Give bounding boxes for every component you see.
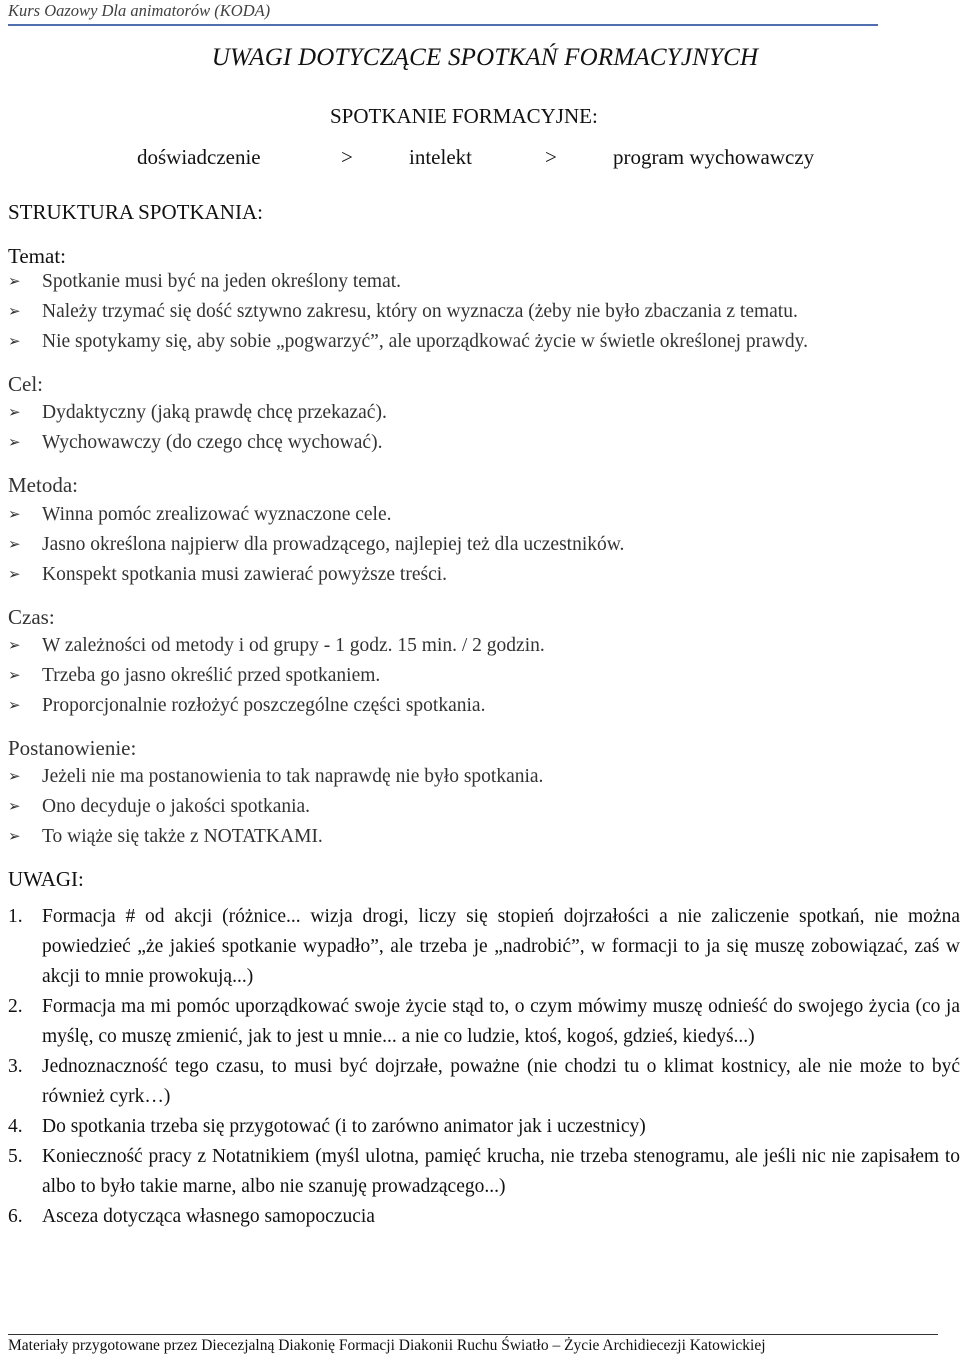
bullet-item: ➢ Spotkanie musi być na jeden określony temat. xyxy=(8,271,402,292)
page-title: UWAGI DOTYCZĄCE SPOTKAŃ FORMACYJNYCH xyxy=(211,44,759,71)
bullet-arrow-icon: ➢ xyxy=(8,535,21,553)
bullet-item: ➢ Dydaktyczny (jaką prawdę chcę przekazać). xyxy=(8,402,387,423)
bullet-arrow-icon: ➢ xyxy=(8,666,21,684)
bullet-arrow-icon: ➢ xyxy=(8,302,21,320)
bullet-item: ➢ Jasno określona najpierw dla prowadzącego, najlepiej też dla uczestników. xyxy=(8,534,625,555)
section-heading-uwagi: UWAGI: xyxy=(8,867,84,891)
bullet-arrow-icon: ➢ xyxy=(8,505,21,523)
flow-arrow-1: > xyxy=(341,145,353,169)
bullet-item: ➢ Konspekt spotkania musi zawierać powyższe treści. xyxy=(8,564,448,585)
item-text: Do spotkania trzeba się przygotować (i to zarówno animator jak i uczestnicy) xyxy=(42,1116,646,1137)
bullet-item: ➢ Proporcjonalnie rozłożyć poszczególne części spotkania. xyxy=(8,695,486,716)
item-number: 3. xyxy=(8,1056,23,1077)
flow-step-intellect: intelekt xyxy=(409,145,472,169)
page-footer: Materiały przygotowane przez Diecezjalną Diakonię Formacji Diakonii Ruchu Światło – Życie Archidiecezji Katowickiej xyxy=(8,1334,938,1355)
item-number: 4. xyxy=(8,1116,23,1137)
item-number: 5. xyxy=(8,1146,23,1167)
bullet-arrow-icon: ➢ xyxy=(8,433,21,451)
section-heading-cel: Cel: xyxy=(8,372,43,396)
list-item xyxy=(8,902,960,992)
list-item xyxy=(8,992,960,1052)
section-heading-czas: Czas: xyxy=(8,605,55,629)
bullet-arrow-icon: ➢ xyxy=(8,696,21,714)
bullet-item: ➢ W zależności od metody i od grupy - 1 godz. 15 min. / 2 godzin. xyxy=(8,635,545,656)
list-item xyxy=(8,1142,960,1202)
bullet-item: ➢ To wiąże się także z NOTATKAMI. xyxy=(8,826,323,847)
formation-flow xyxy=(0,145,960,175)
item-number: 2. xyxy=(8,996,23,1017)
bullet-item: ➢ Trzeba go jasno określić przed spotkaniem. xyxy=(8,665,381,686)
bullet-item: ➢ Wychowawczy (do czego chcę wychować). xyxy=(8,432,383,453)
running-header: Kurs Oazowy Dla animatorów (KODA) xyxy=(8,0,878,26)
bullet-arrow-icon: ➢ xyxy=(8,767,21,785)
flow-step-program: program wychowawczy xyxy=(613,145,815,169)
bullet-arrow-icon: ➢ xyxy=(8,332,21,350)
item-number: 1. xyxy=(8,906,23,927)
item-text: Jednoznaczność tego czasu, to musi być dojrzałe, poważne (nie chodzi tu o klimat kostnicy, ale nie może to być również cyrk…) xyxy=(42,1056,960,1107)
item-text: Asceza dotycząca własnego samopoczucia xyxy=(42,1206,375,1227)
bullet-item: ➢ Jeżeli nie ma postanowienia to tak naprawdę nie było spotkania. xyxy=(8,766,544,787)
subtitle: SPOTKANIE FORMACYJNE: xyxy=(330,104,598,128)
list-item xyxy=(8,1112,960,1142)
bullet-arrow-icon: ➢ xyxy=(8,272,21,290)
bullet-arrow-icon: ➢ xyxy=(8,827,21,845)
item-text: Konieczność pracy z Notatnikiem (myśl ulotna, pamięć krucha, nie trzeba stenogramu, ale jeśli nic nie zapisałem to albo to było takie marne, albo nie szanuję prowadzącego...) xyxy=(42,1146,960,1197)
structure-heading: STRUKTURA SPOTKANIA: xyxy=(8,200,263,224)
section-heading-postanowienie: Postanowienie: xyxy=(8,736,137,760)
section-heading-temat: Temat: xyxy=(8,244,67,268)
bullet-item: ➢ Winna pomóc zrealizować wyznaczone cele. xyxy=(8,504,392,525)
list-item xyxy=(8,1202,960,1232)
bullet-arrow-icon: ➢ xyxy=(8,403,21,421)
bullet-arrow-icon: ➢ xyxy=(8,565,21,583)
bullet-item: ➢ Ono decyduje o jakości spotkania. xyxy=(8,796,311,817)
bullet-item: ➢ Nie spotykamy się, aby sobie „pogwarzyć”, ale uporządkować życie w świetle określonej prawdy. xyxy=(8,331,809,352)
flow-arrow-2: > xyxy=(545,145,557,169)
flow-step-experience: doświadczenie xyxy=(137,145,261,169)
item-text: Formacja ma mi pomóc uporządkować swoje życie stąd to, o czym mówimy muszę odnieść do swojego życia (co ja myślę, co muszę zmienić, jak to jest u mnie... a nie co ludzie, ktoś, kogoś, gdzieś, kiedyś...) xyxy=(42,996,960,1047)
item-number: 6. xyxy=(8,1206,23,1227)
bullet-arrow-icon: ➢ xyxy=(8,797,21,815)
bullet-item: ➢ Należy trzymać się dość sztywno zakresu, który on wyznacza (żeby nie było zbaczania z tematu. xyxy=(8,301,798,322)
remarks-list xyxy=(8,902,960,1232)
section-heading-metoda: Metoda: xyxy=(8,473,78,497)
list-item xyxy=(8,1052,960,1112)
bullet-arrow-icon: ➢ xyxy=(8,636,21,654)
item-text: Formacja # od akcji (różnice... wizja drogi, liczy się stopień dojrzałości a nie zaliczenie spotkań, nie można powiedzieć „że jakieś spotkanie wypadło”, ale trzeba je „nadrobić”, w formacji to ja się muszę zobowiązać, zaś w akcji to mnie prowokują...) xyxy=(42,906,960,987)
